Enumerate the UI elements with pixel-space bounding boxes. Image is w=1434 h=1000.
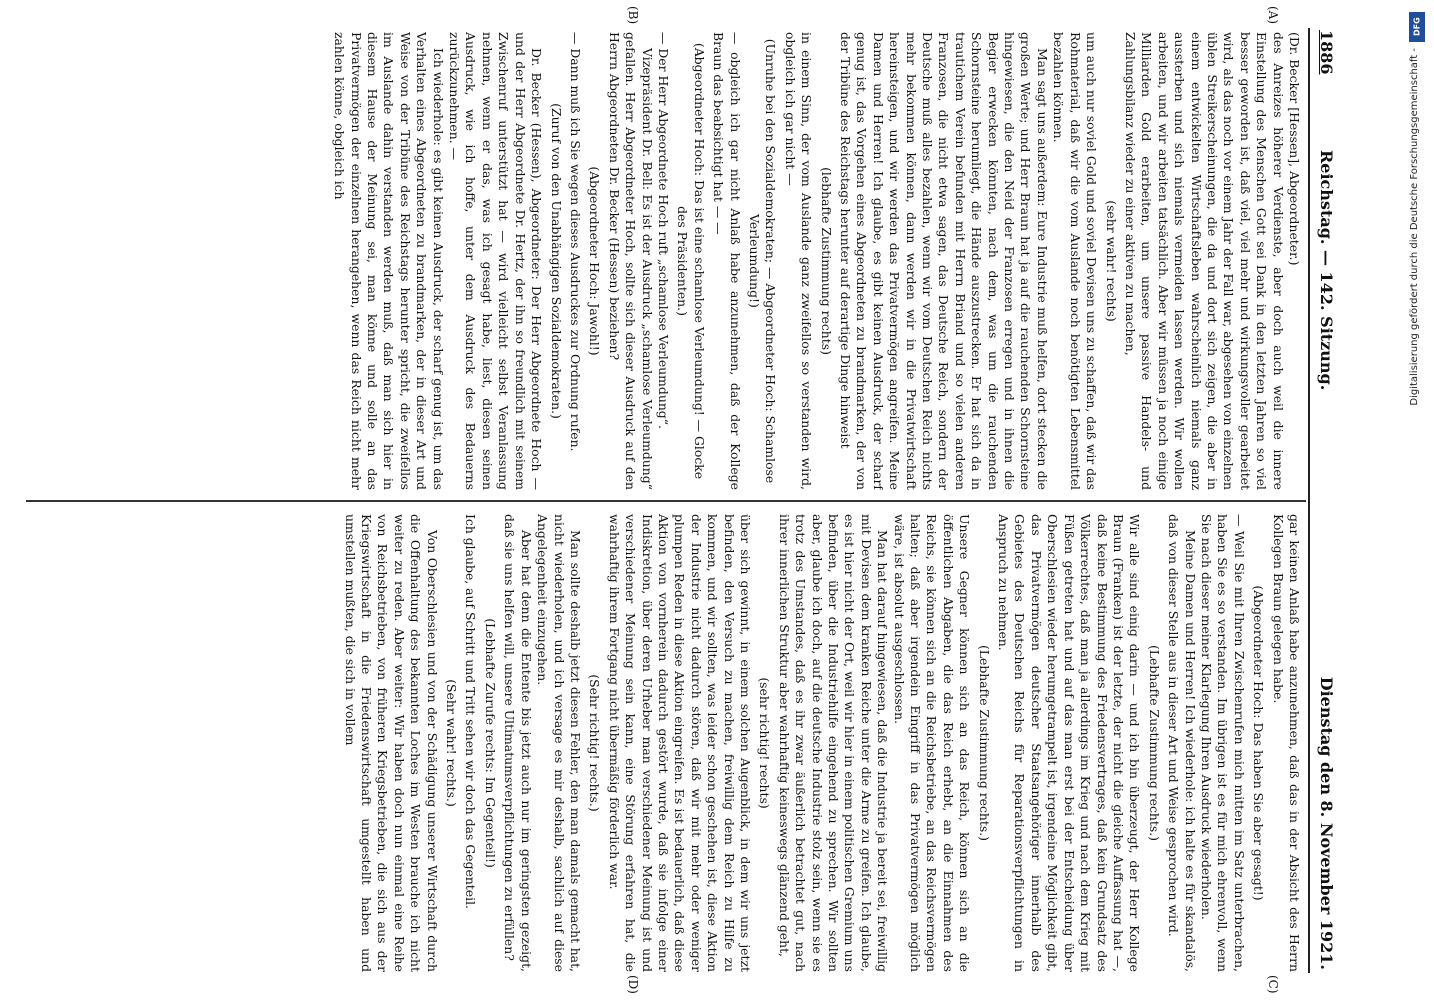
session-date: Dienstag den 8. November 1921. xyxy=(1317,676,1336,970)
interjection-line: (Lebhafte Zustimmung rechts.) xyxy=(976,644,992,842)
page-number: 1886 xyxy=(1317,30,1336,75)
credit-text: Digitalisierung gefördert durch die Deutsche Forschungsgemeinschaft - xyxy=(1409,48,1420,406)
interjection-line: (Sehr richtig! rechts.) xyxy=(587,674,603,812)
interjection-line: (lebhafte Zustimmung rechts) xyxy=(818,167,834,355)
text-paragraph: Man sagt uns außerdem: Eure Industrie muß helfen, dort stecken die großen Werte; und Herr Braun hat ja auf die rauchenden Schornsteine hingewiesen, die den Neid der Franzosen erregen und in ihnen die Begier erwecken könnten, nach dem, was um die rauchenden Schornsteine herumliegt, die Hände auszustrecken. Er hat sich da in trautichem Verein befunden mit Herrn Briand und so vielen anderen Franzosen, die nicht etwa sagen, das Deutsche Reich, sondern der Deutsche muß alles bezahlen, wenn wir vom Deutschen Reich nichts mehr bekommen können, dann werden wir in die Privatwirtschaft hereinsteigen, und wir werden das Privatvermögen angreifen. Meine Damen und Herren! Ich glaube, es gibt keinen Ausdruck, der scharf genug ist, das Vorgehen eines Abgeordneten zu brandmarken, der von der Tribüne des Reichstags herunter auf derartige Dinge hinweist xyxy=(838,32,1050,490)
text-paragraph: Vizepräsident Dr. Bell: Es ist der Ausdruck „schamlose Verleumdung“ gefallen. Herr Abgeordneter Hoch, sollte sich dieser Ausdruck auf den Herrn Abgeordneten Dr. Becker (Hessen) beziehen? xyxy=(606,32,655,490)
margin-mark-b: (B) xyxy=(626,6,640,25)
interjection-line: (sehr wahr! rechts) xyxy=(1103,200,1119,322)
text-paragraph: Ich wiederhole: es gibt keinen Ausdruck, der scharf genug ist, um das Verhalten eines Abgeordneten zu brandmarken, der in dieser Art und Weise von der Tribüne des Reichstags herunter spricht, die zweifellos im Auslande dahin verstanden werden muß, daß man sich hier in diesem Hause der Meinung sei, man könne und solle an das Privatvermögen der einzelnen herangehen, wenn das Reich nicht mehr zahlen könne, obgleich ich xyxy=(332,32,446,490)
text-paragraph: (Dr. Becker [Hessen], Abgeordneter.) xyxy=(1287,32,1302,266)
interjection-line: (Sehr wahr! rechts.) xyxy=(444,679,460,807)
interjection-line: (Zuruf von den Unabhängigen Sozialdemokraten.) xyxy=(548,103,564,419)
text-paragraph: Wir alle sind einig darin — und ich bin überzeugt, der Herr Kollege Braun (Franken) ist der letzte, der nicht die gleiche Auffassung hat —, daß keine Bestimmung des Friedensvertrages, daß kein Grundsatz des Völkerrechtes, daß man ja allerdings im Krieg und nach dem Krieg mit Füßen getreten hat und auf das man erst bei der Entscheidung über Oberschlesien wieder herumgetrampelt ist, irgendeine Möglichkeit gibt, das Privatvermögen deutscher Staatsangehöriger innerhalb des Gebietes des Deutschen Reichs für Reparationsverpflichtungen in Anspruch zu nehmen. xyxy=(996,514,1143,972)
text-paragraph: Ich glaube, auf Schritt und Tritt sehen wir doch das Gegenteil. xyxy=(463,514,479,909)
text-paragraph: um auch nur soviel Gold und soviel Devisen uns zu schaffen, daß wir das Rohmaterial, daß wir die vom Auslande noch benötigten Lebensmittel bezahlen können. xyxy=(1051,32,1100,490)
interjection-line: (Abgeordneter Hoch: Jawohl!) xyxy=(587,166,603,356)
session-title: Reichstag. — 142. Sitzung. xyxy=(1317,150,1336,391)
interjection-line: (Abgeordneter Hoch: Das haben Sie aber gesagt!) xyxy=(1251,585,1267,901)
text-paragraph: Meine Damen und Herren! Ich wiederhole: ich halte es für skandalös, daß von dieser Stelle aus in dieser Art und Weise gesprochen wird. xyxy=(1166,514,1198,972)
left-column xyxy=(32,32,1302,490)
digitization-credit xyxy=(1405,8,1429,988)
text-paragraph: — obgleich ich gar nicht Anlaß habe anzunehmen, daß der Kollege Braun das beabsichtigt hat — — xyxy=(711,32,743,490)
text-paragraph: Man hat darauf hingewiesen, daß die Industrie ja bereit sei, freiwillig mit Devisen dem kranken Reiche unter die Arme zu greifen. Ich glaube, es ist hier nicht der Ort, weil wir hier in einem politischen Gremium uns befinden, über die Industriehilfe eingehend zu sprechen. Wir sollten aber, glaube ich doch, auf die deutsche Industrie stolz sein, wenn sie es trotz des Umstandes, daß es ihr zwar äußerlich betrachtet gut, nach ihrer innerlichen Struktur aber wahrhaftig keineswegs glänzend geht, xyxy=(776,514,891,972)
margin-mark-c: (C) xyxy=(1266,975,1280,994)
margin-mark-d: (D) xyxy=(626,975,640,994)
interjection-line: (sehr richtig! rechts) xyxy=(757,677,773,809)
text-paragraph: Man sollte deshalb jetzt diesen Fehler, den man damals gemacht hat, nicht wiederholen, und ich versage es mir deshalb, sachlich auf diese Angelegenheit einzugehen. xyxy=(535,514,583,972)
interjection-line: (Lebhafte Zurufe rechts: Im Gegenteil!) xyxy=(482,618,498,868)
text-paragraph: — Weil Sie mit Ihren Zwischenrufen mich mitten im Satz unterbrachen, haben Sie es so verstanden. Im übrigen ist es für mich ehrenvoll, wenn Sie nach dieser meiner Klarlegung Ihren Ausdruck wiederholen. xyxy=(1198,514,1247,972)
interjection-line: (Unruhe bei den Sozialdemokraten; — Abgeordneter Hoch: Schamlose Verleumdung!) xyxy=(747,38,779,484)
header-rule xyxy=(1308,28,1310,973)
column-divider xyxy=(26,500,1306,502)
text-paragraph: in einem Sinn, der vom Auslande ganz zweifellos so verstanden wird, obgleich ich gar nicht — xyxy=(782,32,815,490)
text-paragraph: — Dann muß ich Sie wegen dieses Ausdruckes zur Ordnung rufen. xyxy=(567,32,583,452)
margin-mark-a: (A) xyxy=(1266,6,1280,25)
interjection-line: (Abgeordneter Hoch: Das ist eine schamlose Verleumdung! — Glocke des Präsidenten.) xyxy=(675,42,707,480)
text-paragraph: Unsere Gegner können sich an das Reich, können sich an die öffentlichen Abgaben, die das Reich erhebt, an die Einnahmen des Reichs, sie können sich an die Reichsbetriebe, an das Reichsvermögen halten; daß aber irgendein Eingriff in das Privatvermögen möglich wäre, ist absolut ausgeschlossen. xyxy=(891,514,973,972)
text-paragraph: über sich gewinnt, in einem solchen Augenblick, in dem wir uns jetzt befinden, den Versuch zu machen, freiwillig dem Reich zu Hilfe zu kommen, und wir sollten, was leider schon geschehen ist, diese Aktion der Industrie nicht dadurch stören, daß wir mit mehr oder weniger plumpen Reden in diese Aktion eingreifen. Es ist bedauerlich, daß diese Aktion von vornherein dadurch gestört wurde, daß sie infolge einer Indiskretion, über deren Urheber man verschiedener Meinung ist und verschiedener Meinung sein kann, eine Störung erfahren hat, die wahrhaftig ihrem Fortgang nicht übermäßig förderlich war. xyxy=(606,514,753,972)
text-paragraph: des Anreizes höherer Verdienste, aber doch auch weil die innere Einstellung des Menschen Gott sei Dank in den letzten Jahren so viel besser geworden ist, daß viel, viel mehr und wirkungsvoller gearbeitet wird, als das noch vor einem Jahr der Fall war, abgesehen von einzelnen üblen Streikerscheinungen, die da und dort sich zeigen, die aber in einem entwickelten Wirtschaftsleben wahrscheinlich niemals ganz aussterben und sich niemals vermeiden lassen werden. Wir wollen arbeiten, und wir arbeiten tatsächlich. Aber wir müssen ja noch einige Milliarden Gold erarbeiten, um unsere passive Handels- und Zahlungsbilanz wieder zu einer aktiven zu machen, xyxy=(1122,32,1286,490)
text-paragraph: — Der Herr Abgeordnete Hoch ruft „schamlose Verleumdung“. xyxy=(655,32,671,430)
text-paragraph: Aber hat denn die Entente bis jetzt auch nur im geringsten gezeigt, daß sie uns helfen will, unsere Ultimatumsverpflichtungen zu erfüllen? xyxy=(502,514,534,972)
dfg-logo: DFG xyxy=(1409,12,1425,42)
text-paragraph: gar keinen Anlaß habe anzunehmen, daß das in der Absicht des Herrn Kollegen Braun gelegen habe. xyxy=(1270,514,1302,972)
page-header xyxy=(1312,30,1338,970)
right-column xyxy=(32,514,1302,972)
interjection-line: (Lebhafte Zustimmung rechts.) xyxy=(1146,644,1162,842)
text-paragraph: Dr. Becker (Hessen), Abgeordneter: Der Herr Abgeordnete Hoch — und der Herr Abgeordnete Dr. Hertz, der ihn so freundlich mit seinem Zwischenruf unterstützt hat — wird vielleicht selbst Veranlassung nehmen, wenn er das, was ich gesagt habe, liest, diesen seinen Ausdruck, wie ich hoffe, unter dem Ausdruck des Bedauerns zurückzunehmen. — xyxy=(447,32,545,490)
text-paragraph: Von Oberschlesien und von der Schädigung unserer Wirtschaft durch die Offenhaltung des bekannten Loches im Westen brauche ich nicht weiter zu reden. Aber weiter: Wir haben doch nun einmal eine Reihe von Reichsbetrieben, von früheren Kriegsbetrieben, die sich aus der Kriegswirtschaft in die Friedenswirtschaft umgestellt haben und umstellen mußten, die sich in vollem xyxy=(342,514,440,972)
